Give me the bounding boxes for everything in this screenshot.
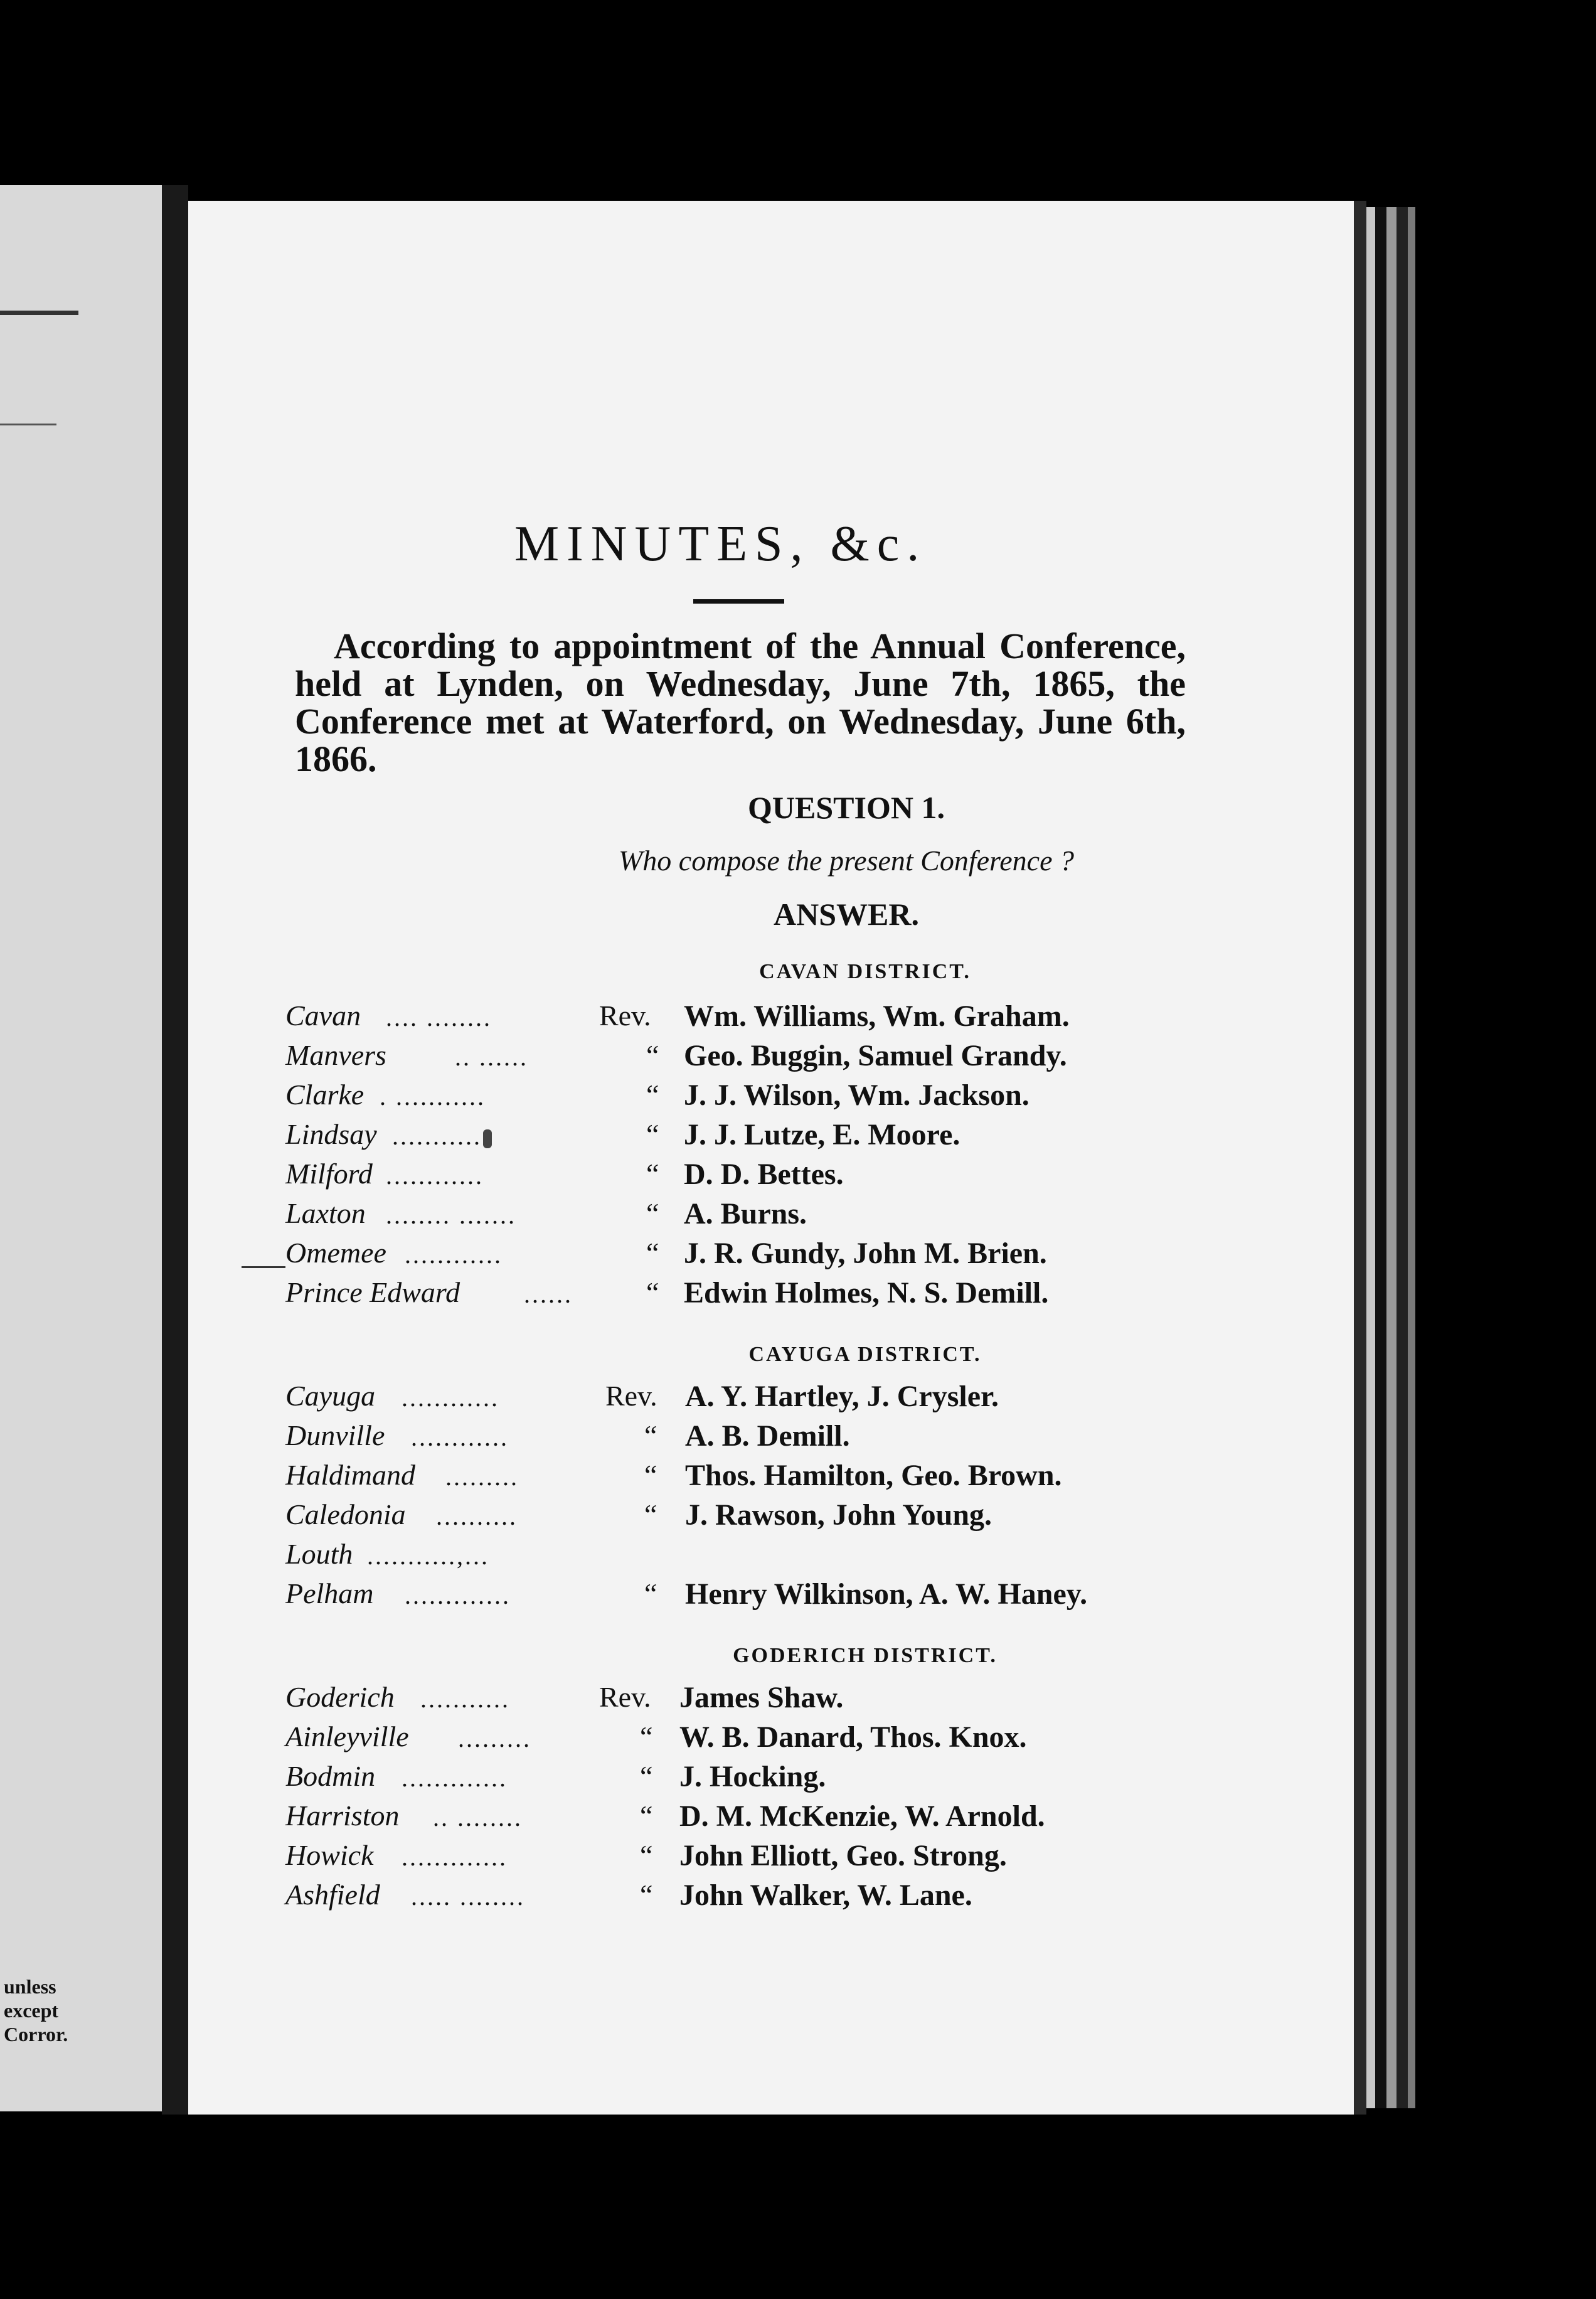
question-text: Who compose the present Conference ? [618,845,1074,877]
preachers: J. J. Wilson, Wm. Jackson. [684,1079,1029,1112]
leader-dots: ........... [420,1685,510,1713]
ditto-mark: “ [646,1276,659,1308]
station-name: Cavan [285,1000,361,1032]
intro-paragraph: According to appointment of the Annual Conference, held at Lynden, on Wednesday, June 7th, 1865, the Conference met at Waterford, on Wednesday, June 6th, 1866. [295,626,1186,779]
station-name: Haldimand [285,1459,415,1491]
leader-dots: ............. [402,1843,508,1871]
leader-dots: ...... [524,1280,573,1308]
list-item [285,1078,1189,1117]
left-page-fragment: unless [4,1975,56,1998]
left-page-fragment: except [4,1999,59,2022]
station-name: Omemee [285,1237,386,1269]
preachers: J. J. Lutze, E. Moore. [684,1118,960,1151]
preachers: James Shaw. [679,1681,844,1714]
leader-dots: ......... [445,1463,519,1491]
preachers: J. R. Gundy, John M. Brien. [684,1237,1047,1270]
list-item [285,1537,1189,1576]
list-item [285,999,1189,1038]
title-rule [693,599,784,604]
ditto-mark: “ [646,1118,659,1150]
station-name: Caledonia [285,1498,406,1530]
left-page-fragment: Corror. [4,2023,68,2046]
list-item [285,1117,1189,1156]
district-heading: CAYUGA DISTRICT. [748,1343,982,1366]
page-edge [1408,207,1415,2108]
ditto-mark: “ [644,1419,657,1451]
station-name: Ainleyville [285,1720,409,1752]
question-heading: QUESTION 1. [748,790,945,825]
ditto-mark: “ [640,1879,653,1911]
station-name: Louth [285,1538,353,1570]
ditto-mark: “ [640,1720,653,1752]
preachers: A. Burns. [684,1197,807,1230]
station-name: Lindsay [285,1118,377,1150]
station-name: Manvers [285,1039,386,1071]
ditto-mark: “ [644,1577,657,1609]
leader-dots: .. ...... [455,1043,528,1071]
rev-mark: Rev. [599,1000,651,1032]
list-item [285,1680,1189,1719]
answer-heading: ANSWER. [774,897,919,932]
page-edge [1366,207,1375,2108]
page-edge [1354,201,1366,2115]
station-name: Prince Edward [285,1276,460,1308]
leader-dots: ........... [392,1122,482,1150]
ditto-mark: “ [644,1459,657,1491]
leader-dots: ............. [402,1764,508,1792]
leader-dots: ...........,... [367,1542,489,1570]
station-name: Clarke [285,1079,364,1111]
ditto-mark: “ [646,1197,659,1229]
left-page [0,185,162,2111]
page-edge [1396,207,1408,2108]
leader-dots: .. ........ [433,1803,523,1832]
ditto-mark: “ [640,1760,653,1792]
book-gutter [162,185,188,2115]
printed-rule [0,424,56,425]
margin-mark [242,1266,285,1268]
station-name: Laxton [285,1197,366,1229]
ditto-mark: “ [646,1079,659,1111]
preachers: John Elliott, Geo. Strong. [679,1839,1007,1872]
ditto-mark: “ [644,1498,657,1530]
page-edge [1386,207,1396,2108]
district-heading: GODERICH DISTRICT. [733,1644,998,1667]
leader-dots: ......... [458,1724,531,1752]
list-item [285,1458,1189,1497]
leader-dots: .... ........ [386,1003,492,1032]
leader-dots: ............. [405,1581,511,1609]
list-item [285,1157,1189,1196]
leader-dots: ........ ....... [386,1201,516,1229]
preachers: D. D. Bettes. [684,1158,844,1191]
preachers: Henry Wilkinson, A. W. Haney. [685,1577,1088,1611]
rev-mark: Rev. [605,1380,657,1412]
ink-blot [483,1129,492,1148]
preachers: J. Rawson, John Young. [685,1498,992,1532]
preachers: W. B. Danard, Thos. Knox. [679,1720,1027,1754]
station-name: Pelham [285,1577,374,1609]
leader-dots: ............ [405,1240,503,1269]
list-item [285,1838,1189,1877]
preachers: John Walker, W. Lane. [679,1879,972,1912]
preachers: A. Y. Hartley, J. Crysler. [685,1380,999,1413]
ditto-mark: “ [646,1039,659,1071]
preachers: Geo. Buggin, Samuel Grandy. [684,1039,1067,1072]
leader-dots: ..... ........ [411,1882,525,1911]
leader-dots: .......... [436,1502,518,1530]
page-edge [1375,207,1386,2108]
list-item [285,1276,1189,1315]
list-item [285,1419,1189,1458]
district-heading: CAVAN DISTRICT. [759,960,971,983]
ditto-mark: “ [646,1237,659,1269]
printed-rule [0,311,78,315]
leader-dots: ............ [402,1384,499,1412]
list-item [285,1799,1189,1838]
leader-dots: . ........... [380,1082,486,1111]
preachers: Wm. Williams, Wm. Graham. [684,1000,1070,1033]
station-name: Ashfield [285,1879,380,1911]
preachers: A. B. Demill. [685,1419,850,1453]
list-item [285,1577,1189,1616]
rev-mark: Rev. [599,1681,651,1713]
list-item [285,1379,1189,1418]
preachers: Edwin Holmes, N. S. Demill. [684,1276,1049,1310]
list-item [285,1498,1189,1537]
ditto-mark: “ [646,1158,659,1190]
preachers: Thos. Hamilton, Geo. Brown. [685,1459,1062,1492]
ditto-mark: “ [640,1800,653,1832]
list-item [285,1197,1189,1235]
page-title: MINUTES, &c. [514,516,927,572]
preachers: D. M. McKenzie, W. Arnold. [679,1800,1045,1833]
leader-dots: ............ [411,1423,509,1451]
list-item [285,1878,1189,1917]
preachers: J. Hocking. [679,1760,826,1793]
list-item [285,1236,1189,1275]
station-name: Bodmin [285,1760,376,1792]
station-name: Cayuga [285,1380,376,1412]
station-name: Howick [285,1839,374,1871]
list-item [285,1720,1189,1759]
station-name: Goderich [285,1681,395,1713]
list-item [285,1759,1189,1798]
list-item [285,1038,1189,1077]
ditto-mark: “ [640,1839,653,1871]
station-name: Milford [285,1158,373,1190]
leader-dots: ............ [386,1161,484,1190]
station-name: Dunville [285,1419,385,1451]
station-name: Harriston [285,1800,400,1832]
